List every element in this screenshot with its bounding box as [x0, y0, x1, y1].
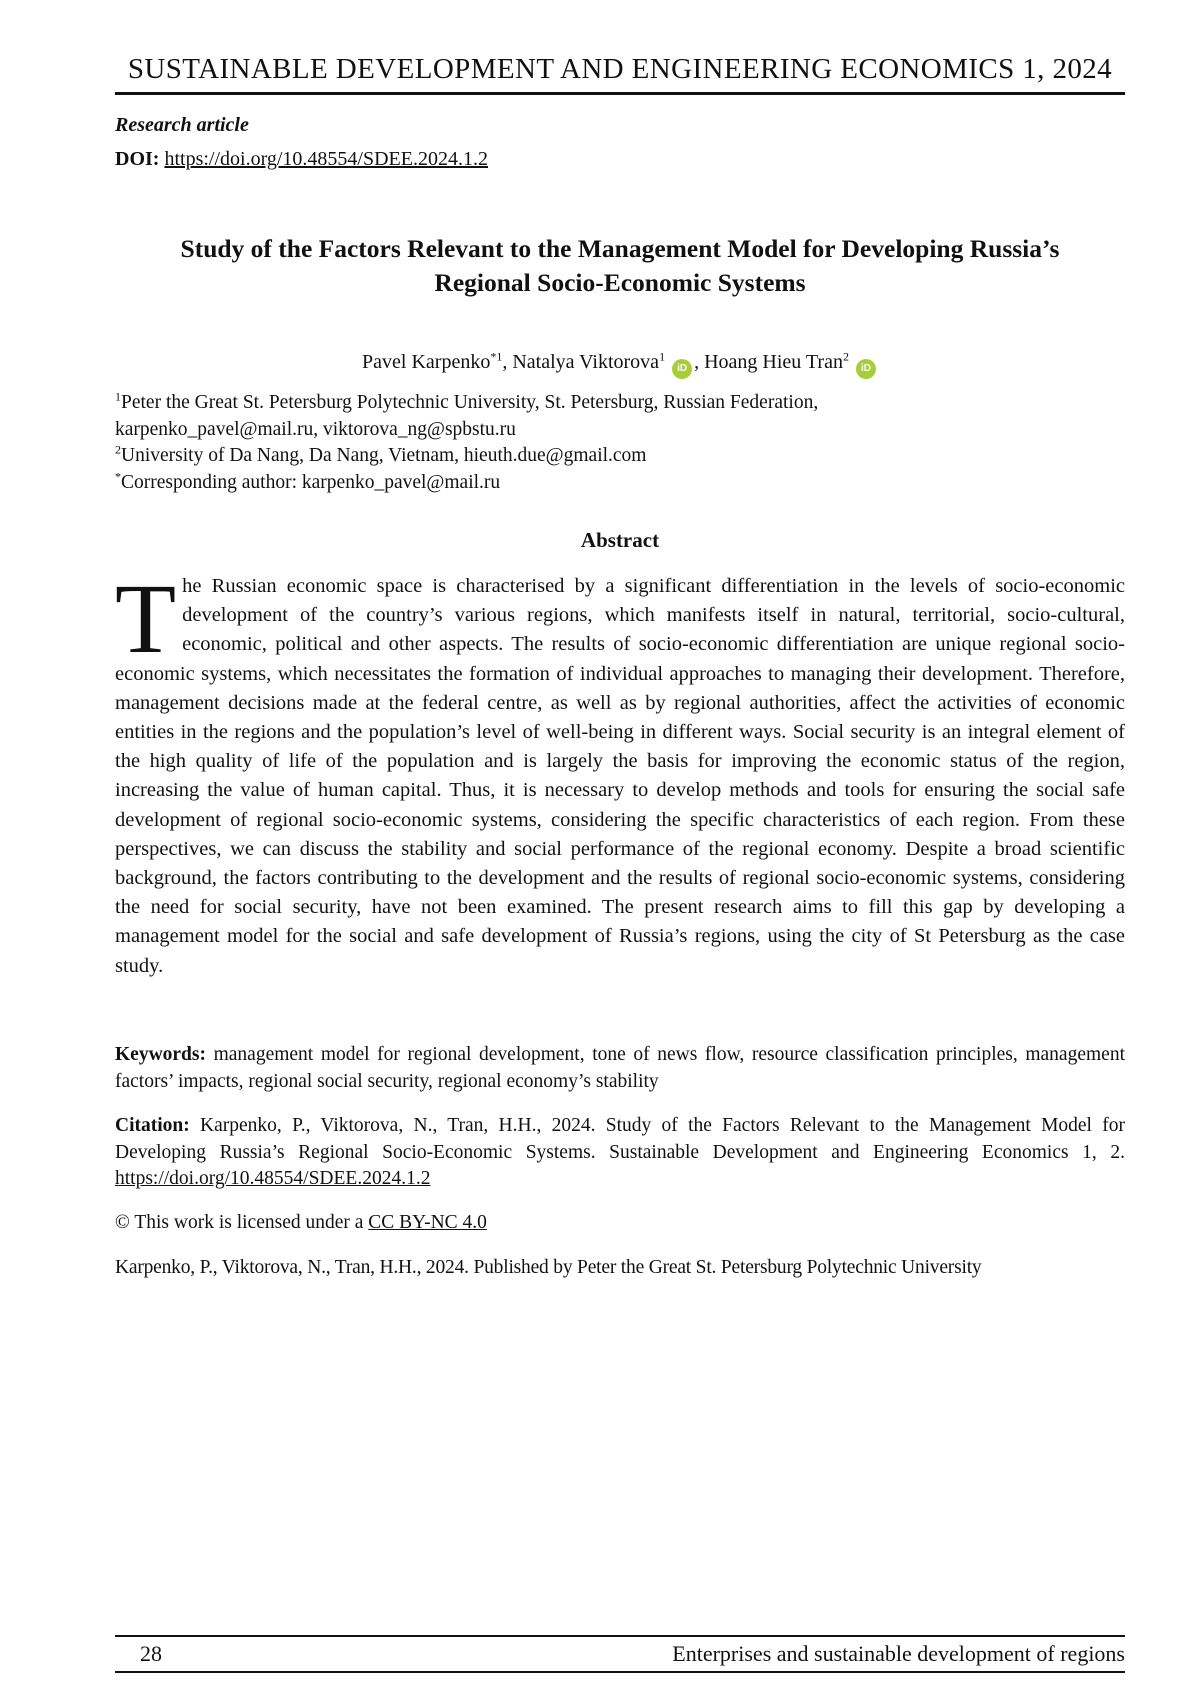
- doi-line: [115, 146, 488, 172]
- author-viktorova: Natalya Viktorova: [512, 351, 660, 373]
- author-karpenko: Pavel Karpenko: [362, 351, 491, 373]
- header-rule: [115, 92, 1125, 95]
- author-karpenko-sup: *1: [490, 349, 503, 364]
- corresponding-text: Corresponding author: karpenko_pavel@mail.ru: [121, 471, 501, 493]
- page-number: 28: [140, 1641, 162, 1666]
- orcid-icon[interactable]: iD: [672, 359, 692, 379]
- affiliation-2-text: University of Da Nang, Da Nang, Vietnam, hieuth.due@gmail.com: [121, 445, 647, 466]
- affiliation-1-sup: 1: [115, 389, 121, 404]
- affiliation-2-sup: 2: [115, 442, 121, 457]
- license-link[interactable]: CC BY-NC 4.0: [368, 1212, 487, 1233]
- abstract-heading: Abstract: [580, 528, 660, 552]
- title-line-2: Regional Socio-Economic Systems: [434, 268, 806, 297]
- affiliation-1: [115, 390, 1125, 417]
- doi-link[interactable]: https://doi.org/10.48554/SDEE.2024.1.2: [164, 148, 488, 170]
- footer-section-title: Enterprises and sustainable development of regions: [672, 1641, 1125, 1666]
- author-tran: , Hoang Hieu Tran: [694, 351, 843, 373]
- corresponding-author: [115, 470, 1125, 497]
- keywords-text: management model for regional development, tone of news flow, resource classification principles, management factors’ impacts, regional social security, regional economy’s stability: [115, 1044, 1125, 1092]
- author-separator: ,: [502, 351, 508, 373]
- published-by: Karpenko, P., Viktorova, N., Tran, H.H., 2024. Published by Peter the Great St. Petersburg Polytechnic University: [115, 1257, 982, 1278]
- title-line-1: Study of the Factors Relevant to the Management Model for Developing Russia’s: [180, 234, 1060, 263]
- journal-header: SUSTAINABLE DEVELOPMENT AND ENGINEERING ECONOMICS 1, 2024: [127, 53, 1113, 85]
- affiliation-2: [115, 443, 1125, 470]
- doi-label: DOI:: [115, 148, 160, 170]
- keywords: [115, 1042, 1125, 1095]
- keywords-label: Keywords:: [115, 1044, 206, 1065]
- paper-title: [115, 232, 1125, 300]
- footer-rule-bottom: [115, 1671, 1125, 1673]
- orcid-icon[interactable]: iD: [856, 359, 876, 379]
- corresponding-sup: *: [115, 469, 121, 483]
- affiliations: [115, 390, 1125, 496]
- abstract-body: [115, 563, 1125, 981]
- abstract-dropcap: T: [115, 563, 177, 674]
- abstract-text: he Russian economic space is characterised by a significant differentiation in the levels of socio-economic development of the country’s various regions, which manifests itself in natural, territorial, socio-cultural, economic, political and other aspects. The results of socio-economic differentiation are unique regional socio-economic systems, which necessitates the formation of individual approaches to managing their development. Therefore, management decisions made at the federal centre, as well as by regional authorities, affect the activities of economic entities in the regions and the population’s level of well-being in different ways. Social security is an integral element of the high quality of life of the population and is largely the basis for improving the economic status of the region, increasing the value of human capital. Thus, it is necessary to develop methods and tools for ensuring the social safe development of regional socio-economic systems, considering the specific characteristics of each region. From these perspectives, we can discuss the stability and social performance of the regional economy. Despite a broad scientific background, the factors contributing to the development and the results of regional socio-economic systems, considering the need for social security, have not been examined. The present research aims to fill this gap by developing a management model for the social and safe development of Russia’s regions, using the city of St Petersburg as the case study.: [115, 575, 1125, 977]
- footer-rule-top: [115, 1635, 1125, 1637]
- affiliation-1-emails: karpenko_pavel@mail.ru, viktorova_ng@spbstu.ru: [115, 418, 516, 440]
- author-viktorova-sup: 1: [659, 349, 666, 364]
- author-tran-sup: 2: [842, 349, 849, 364]
- citation-doi-link[interactable]: https://doi.org/10.48554/SDEE.2024.1.2: [115, 1168, 431, 1189]
- citation: [115, 1113, 1125, 1193]
- author-list: [115, 349, 1125, 379]
- citation-label: Citation:: [115, 1115, 190, 1136]
- affiliation-1-text: Peter the Great St. Petersburg Polytechnic University, St. Petersburg, Russian Federation,: [121, 392, 819, 413]
- article-type: Research article: [115, 114, 249, 136]
- citation-text: Karpenko, P., Viktorova, N., Tran, H.H., 2024. Study of the Factors Relevant to the Management Model for Developing Russia’s Regional Socio-Economic Systems. Sustainable Development and Engineering Economics 1, 2.: [115, 1115, 1125, 1163]
- license-text: © This work is licensed under a: [115, 1212, 369, 1233]
- license-line: [115, 1210, 487, 1236]
